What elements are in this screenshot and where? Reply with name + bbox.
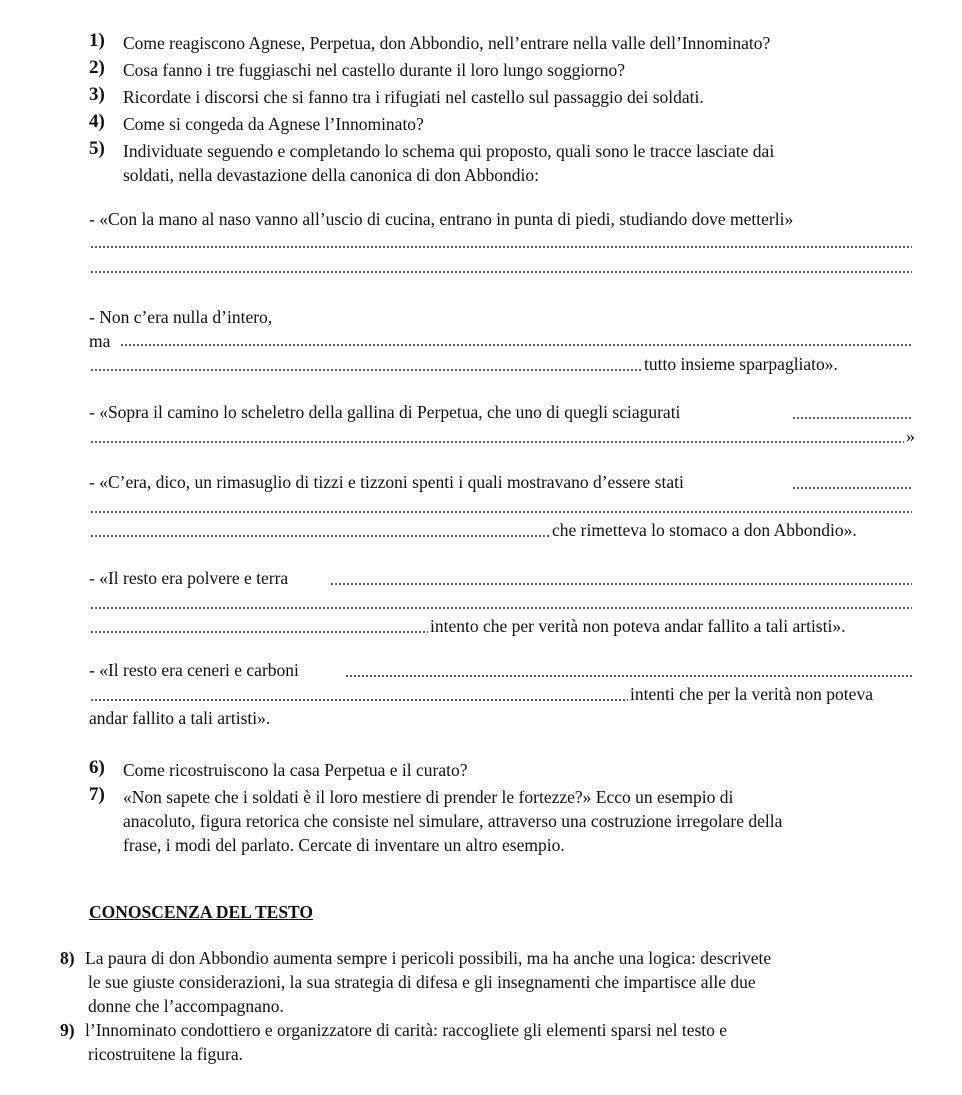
- exercise-item-1: - «Con la mano al naso vanno all’uscio di cucina, entrano in punta di piedi, studiando dove metterli»: [89, 209, 794, 229]
- question-text-line-1: «Non sapete che i soldati è il loro mestiere di prender le fortezze?» Ecco un esempio di: [123, 787, 734, 807]
- answer-blank-line[interactable]: [90, 270, 912, 274]
- question-text: Come si congeda da Agnese l’Innominato?: [123, 114, 424, 134]
- answer-blank-line[interactable]: [345, 674, 912, 678]
- question-text-line-1: l’Innominato condottiero e organizzatore di carità: raccogliete gli elementi sparsi nel testo e: [85, 1020, 728, 1040]
- exercise-item-4-end: che rimetteva lo stomaco a don Abbondio».: [552, 520, 857, 540]
- answer-blank-line[interactable]: [90, 630, 428, 634]
- exercise-item-5-end: intento che per verità non poteva andar fallito a tali artisti».: [430, 616, 846, 636]
- exercise-item-2-prefix: ma: [89, 331, 111, 351]
- question-number: 3): [89, 84, 105, 105]
- exercise-item-6-end: intenti che per la verità non poteva: [630, 684, 873, 704]
- answer-blank-line[interactable]: [90, 510, 912, 514]
- answer-blank-line[interactable]: [330, 582, 912, 586]
- exercise-item-6: - «Il resto era ceneri e carboni: [89, 660, 299, 680]
- question-text-line-2: le sue giuste considerazioni, la sua strategia di difesa e gli insegnamenti che impartisce alle due: [88, 972, 756, 992]
- exercise-item-2: - Non c’era nulla d’intero,: [89, 307, 273, 327]
- answer-blank-line[interactable]: [90, 245, 912, 249]
- answer-blank-line[interactable]: [90, 368, 642, 372]
- question-text-line-3: donne che l’accompagnano.: [88, 996, 284, 1016]
- question-number: 4): [89, 111, 105, 132]
- answer-blank-line[interactable]: [90, 698, 628, 702]
- question-number: 8): [60, 948, 75, 968]
- question-text: Come reagiscono Agnese, Perpetua, don Abbondio, nell’entrare nella valle dell’Innominato?: [123, 33, 771, 53]
- question-number: 9): [60, 1020, 75, 1040]
- section-heading: CONOSCENZA DEL TESTO: [89, 902, 314, 922]
- exercise-item-4: - «C’era, dico, un rimasuglio di tizzi e tizzoni spenti i quali mostravano d’essere stati: [89, 472, 684, 492]
- question-text-line-1: La paura di don Abbondio aumenta sempre i pericoli possibili, ma ha anche una logica: descrivete: [85, 948, 772, 968]
- question-text-line-3: frase, i modi del parlato. Cercate di inventare un altro esempio.: [123, 835, 565, 855]
- exercise-item-3-end: »: [906, 426, 915, 446]
- question-number: 7): [89, 784, 105, 805]
- answer-blank-line[interactable]: [792, 486, 912, 490]
- question-text: Ricordate i discorsi che si fanno tra i rifugiati nel castello sul passaggio dei soldati.: [123, 87, 704, 107]
- answer-blank-line[interactable]: [120, 343, 912, 347]
- question-number: 6): [89, 757, 105, 778]
- question-text-line-2: soldati, nella devastazione della canonica di don Abbondio:: [123, 165, 539, 185]
- question-text-line-1: Individuate seguendo e completando lo schema qui proposto, quali sono le tracce lasciate dai: [123, 141, 775, 161]
- answer-blank-line[interactable]: [90, 534, 550, 538]
- question-text-line-2: ricostruitene la figura.: [88, 1044, 244, 1064]
- question-number: 1): [89, 30, 105, 51]
- question-number: 2): [89, 57, 105, 78]
- answer-blank-line[interactable]: [90, 440, 904, 444]
- exercise-item-2-end: tutto insieme sparpagliato».: [644, 354, 838, 374]
- question-text: Cosa fanno i tre fuggiaschi nel castello durante il loro lungo soggiorno?: [123, 60, 626, 80]
- question-text: Come ricostruiscono la casa Perpetua e il curato?: [123, 760, 468, 780]
- exercise-item-6-continuation: andar fallito a tali artisti».: [89, 708, 271, 728]
- answer-blank-line[interactable]: [792, 416, 912, 420]
- exercise-item-5: - «Il resto era polvere e terra: [89, 568, 289, 588]
- answer-blank-line[interactable]: [90, 606, 912, 610]
- question-text-line-2: anacoluto, figura retorica che consiste nel simulare, attraverso una costruzione irregolare della: [123, 811, 783, 831]
- question-number: 5): [89, 138, 105, 159]
- exercise-item-3: - «Sopra il camino lo scheletro della gallina di Perpetua, che uno di quegli sciagurati: [89, 402, 681, 422]
